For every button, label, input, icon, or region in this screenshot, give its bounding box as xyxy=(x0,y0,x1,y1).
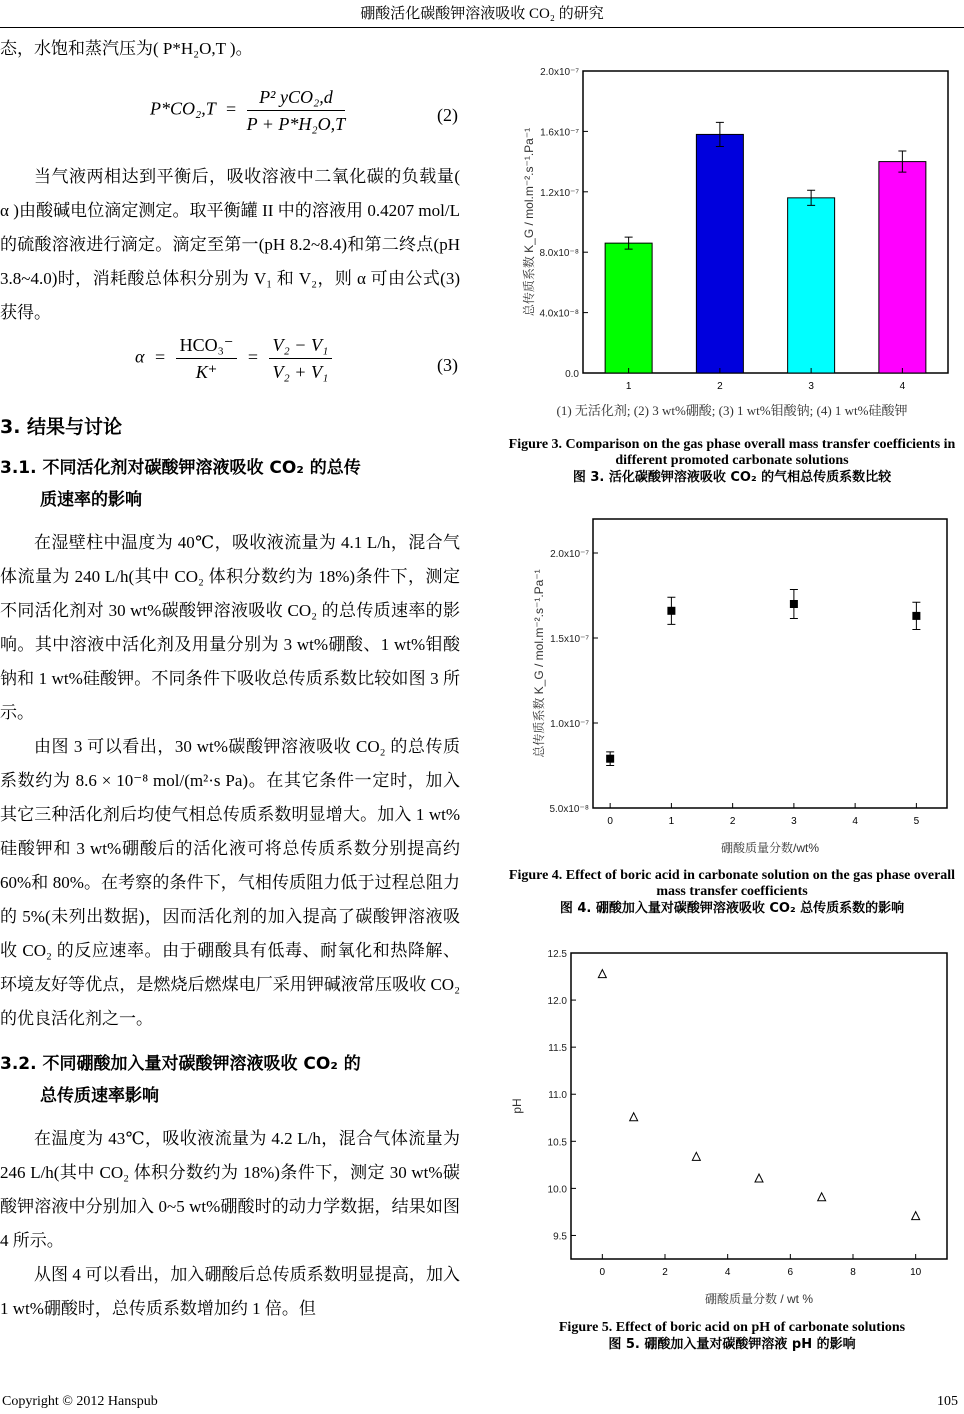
heading-line: 3.1. 不同活化剂对碳酸钾溶液吸收 CO₂ 的总传 xyxy=(0,458,361,478)
y-tick-label: 1.2x10⁻⁷ xyxy=(540,187,579,199)
figure-3-legend: (1) 无活化剂; (2) 3 wt%硼酸; (3) 1 wt%钼酸钠; (4) 1 wt%硅酸钾 xyxy=(556,403,908,418)
x-tick-label: 4 xyxy=(724,1267,731,1278)
paragraph: 态，水饱和蒸汽压为( P*H₂O,T )。 xyxy=(0,39,253,58)
y-tick-label: 2.0x10⁻⁷ xyxy=(540,67,579,78)
x-tick-label: 2 xyxy=(729,816,736,827)
heading-line: 3.2. 不同硼酸加入量对碳酸钾溶液吸收 CO₂ 的 xyxy=(0,1054,361,1074)
header-divider xyxy=(0,27,964,28)
y-tick-label: 12.5 xyxy=(547,949,567,960)
x-tick-label: 3 xyxy=(791,816,797,827)
y-tick-label: 11.0 xyxy=(548,1090,567,1102)
paragraph: 从图 4 可以看出，加入硼酸后总传质系数明显提高，加入 1 wt%硼酸时，总传质系数增加约 1 倍。但 xyxy=(0,1265,460,1318)
y-tick-label: 1.5x10⁻⁷ xyxy=(550,634,589,645)
y-axis-label: 总传质系数 K_G / mol.m⁻².s⁻¹.Pa⁻¹ xyxy=(532,569,546,758)
y-tick-label: 1.0x10⁻⁷ xyxy=(550,719,589,730)
data-point xyxy=(606,755,614,763)
eq-sign: = xyxy=(247,346,259,367)
y-axis-label: pH xyxy=(510,1098,524,1114)
y-tick-label: 2.0x10⁻⁷ xyxy=(550,549,589,560)
equation-2 xyxy=(0,80,460,148)
page-number: 105 xyxy=(937,1394,958,1409)
figure-4-scatter-chart xyxy=(500,510,964,855)
data-point xyxy=(912,612,920,620)
equation-3 xyxy=(0,330,460,398)
y-axis-label: 总传质系数 K_G / mol.m⁻².s⁻¹.Pa⁻¹ xyxy=(522,127,536,317)
bar xyxy=(696,134,743,373)
paragraph: 在湿壁柱中温度为 40℃，吸收液流量为 4.1 L/h，混合气体流量为 240 L/h(其中 CO₂ 体积分数约为 18%)条件下，测定不同活化剂对 30 wt%碳酸钾溶液吸收 CO₂ 的总传质速率的影响。其中溶液中活化剂及用量分别为 3 wt%硼酸、1 wt%钼酸钠和 1 wt%硅酸钾。不同条件下吸收总传质系数比较如图 3 所示。 xyxy=(0,533,460,722)
y-tick-label: 8.0x10⁻⁸ xyxy=(539,248,579,260)
caption-en: Figure 3. Comparison on the gas phase overall mass transfer coefficients in different promoted carbonate solutions xyxy=(508,437,956,468)
x-tick-label: 6 xyxy=(787,1267,794,1278)
x-axis-label: 硼酸质量分数 / wt % xyxy=(704,1292,814,1305)
denominator: K⁺ xyxy=(195,362,218,382)
heading-line: 质速率的影响 xyxy=(40,490,142,510)
caption-en: Figure 4. Effect of boric acid in carbonate solution on the gas phase overall mass transfer coefficients xyxy=(508,868,956,899)
x-tick-label: 4 xyxy=(852,816,858,827)
equation-number: (3) xyxy=(437,355,458,375)
numerator: V₂ − V₁ xyxy=(269,332,333,359)
figure-3-bar-chart xyxy=(500,50,964,390)
subsection-heading xyxy=(0,1048,460,1112)
data-point xyxy=(912,1212,920,1220)
section-heading: 3. 结果与讨论 xyxy=(0,416,123,438)
subsection-heading xyxy=(0,452,460,516)
fraction xyxy=(247,84,346,137)
denominator: V₂ + V₁ xyxy=(272,362,329,382)
x-tick-label: 1 xyxy=(668,816,675,827)
copyright: Copyright © 2012 Hanspub xyxy=(2,1394,158,1409)
caption-cn: 图 5. 硼酸加入量对碳酸钾溶液 pH 的影响 xyxy=(608,1337,856,1352)
x-tick-label: 3 xyxy=(808,381,814,390)
data-point xyxy=(755,1174,763,1182)
heading-line: 总传质速率影响 xyxy=(40,1086,159,1106)
numerator: HCO₃⁻ xyxy=(176,332,238,359)
x-tick-label: 5 xyxy=(913,816,920,827)
eq-sign: = xyxy=(154,346,166,367)
data-point xyxy=(818,1193,826,1201)
figure-3-caption xyxy=(500,437,964,487)
figure-5-caption xyxy=(500,1320,964,1354)
data-point xyxy=(630,1113,638,1121)
eq-lhs: P*CO₂,T xyxy=(150,98,216,119)
plot-frame xyxy=(571,953,947,1259)
numerator: P² yCO₂,d xyxy=(247,84,346,111)
data-point xyxy=(692,1152,700,1160)
y-tick-label: 9.5 xyxy=(553,1231,567,1243)
bar xyxy=(605,243,652,373)
data-point xyxy=(667,607,675,615)
y-tick-label: 5.0x10⁻⁸ xyxy=(549,804,589,815)
caption-cn: 图 4. 硼酸加入量对碳酸钾溶液吸收 CO₂ 总传质系数的影响 xyxy=(559,901,905,916)
x-tick-label: 2 xyxy=(717,381,723,390)
caption-en: Figure 5. Effect of boric acid on pH of carbonate solutions xyxy=(558,1320,906,1335)
figure-5-scatter-chart xyxy=(500,930,964,1305)
equation-number: (2) xyxy=(437,105,458,125)
eq-sign: = xyxy=(225,98,237,119)
figure-4-caption xyxy=(500,868,964,918)
y-tick-label: 1.6x10⁻⁷ xyxy=(540,127,579,139)
paragraph: 当气液两相达到平衡后，吸收溶液中二氧化碳的负载量( α )由酸碱电位滴定测定。取平衡罐 II 中的溶液用 0.4207 mol/L 的硫酸溶液进行滴定。滴定至第一(pH 8.2~8.4)和第二终点(pH 3.8~4.0)时，消耗酸总体积分别为 V₁ 和 V₂，则 α 可由公式(3)获得。 xyxy=(0,167,460,322)
x-tick-label: 0 xyxy=(599,1267,606,1278)
x-tick-label: 4 xyxy=(899,381,906,390)
y-tick-label: 11.5 xyxy=(548,1043,567,1055)
fraction xyxy=(269,332,333,385)
plot-frame xyxy=(593,519,947,808)
y-tick-label: 4.0x10⁻⁸ xyxy=(539,308,579,320)
x-tick-label: 1 xyxy=(625,381,632,390)
eq-lhs: α xyxy=(135,346,145,367)
bar xyxy=(879,162,926,373)
y-tick-label: 10.5 xyxy=(547,1137,567,1149)
x-axis-label: 硼酸质量分数/wt% xyxy=(720,841,820,855)
x-tick-label: 2 xyxy=(662,1267,668,1278)
fraction xyxy=(176,332,238,385)
data-point xyxy=(790,600,798,608)
denominator: P + P*H₂O,T xyxy=(246,114,346,134)
y-tick-label: 12.0 xyxy=(547,996,567,1008)
paragraph: 由图 3 可以看出，30 wt%碳酸钾溶液吸收 CO₂ 的总传质系数约为 8.6 × 10⁻⁸ mol/(m²·s Pa)。在其它条件一定时，加入其它三种活化剂后均使气相总传质系数明显增大。加入 1 wt%硅酸钾和 3 wt%硼酸后的活化液可将总传质系数分别提高约 60%和 80%。在考察的条件下，气相传质阻力低于过程总阻力的 5%(未列出数据)，因而活化剂的加入提高了碳酸钾溶液吸收 CO₂ 的反应速率。由于硼酸具有低毒、耐氧化和热降解、环境友好等优点，是燃烧后燃煤电厂采用钾碱液常压吸收 CO₂ 的优良活化剂之一。 xyxy=(0,737,460,1028)
x-tick-label: 0 xyxy=(607,816,613,827)
running-header: 硼酸活化碳酸钾溶液吸收 CO₂ 的研究 xyxy=(360,6,604,22)
y-tick-label: 10.0 xyxy=(547,1184,567,1196)
data-point xyxy=(598,970,606,978)
caption-cn: 图 3. 活化碳酸钾溶液吸收 CO₂ 的气相总传质系数比较 xyxy=(572,470,892,485)
x-tick-label: 10 xyxy=(910,1267,922,1278)
bar xyxy=(788,198,835,373)
y-tick-label: 0.0 xyxy=(565,369,579,380)
left-column xyxy=(0,32,460,1326)
paragraph: 在温度为 43℃，吸收液流量为 4.2 L/h，混合气体流量为 246 L/h(其中 CO₂ 体积分数约为 18%)条件下，测定 30 wt%碳酸钾溶液中分别加入 0~5 wt%硼酸时的动力学数据，结果如图 4 所示。 xyxy=(0,1129,460,1250)
x-tick-label: 8 xyxy=(850,1267,856,1278)
